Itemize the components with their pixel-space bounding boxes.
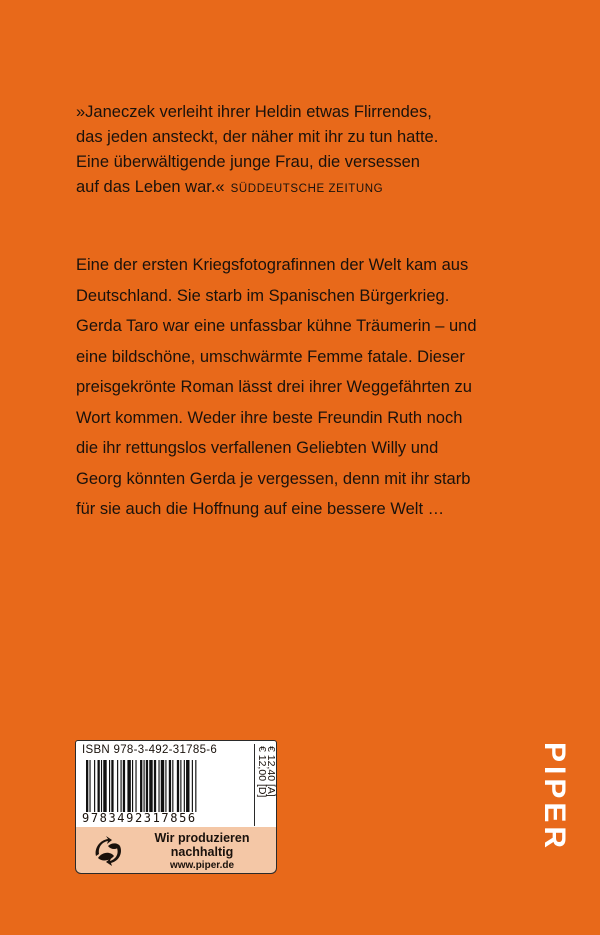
sustainability-line1: Wir produzieren (154, 831, 250, 845)
barcode-label (75, 740, 277, 830)
barcode-icon (86, 760, 251, 812)
quote-line: das jeden ansteckt, der näher mit ihr zu tun hatte. (76, 128, 439, 146)
review-quote (76, 100, 536, 202)
description-line: Deutschland. Sie starb im Spanischen Bürgerkrieg. (76, 286, 450, 305)
quote-line: Eine überwältigende junge Frau, die versessen (76, 153, 420, 171)
quote-line: »Janeczek verleiht ihrer Heldin etwas Flirrendes, (76, 103, 432, 121)
quote-line-text: auf das Leben war.« (76, 178, 225, 196)
quote-line (76, 175, 536, 202)
price-austria: € 12,40 [A] (265, 746, 277, 797)
sustainability-text (132, 831, 272, 873)
isbn-number: ISBN 978-3-492-31785-6 (82, 744, 218, 756)
description-line: Eine der ersten Kriegsfotografinnen der Welt kam aus (76, 256, 469, 274)
publisher-url: www.piper.de (169, 860, 235, 871)
ean-digits: 9783492317856 (82, 811, 197, 825)
publisher-logo: PIPER (538, 742, 571, 853)
recycle-leaves-icon (90, 834, 126, 868)
description-line: für sie auch die Hoffnung auf eine bessere Welt … (76, 500, 445, 518)
book-description (76, 250, 536, 525)
description-line: eine bildschöne, umschwärmte Femme fatale. Dieser (76, 347, 465, 366)
price-column (254, 744, 275, 826)
description-line: Wort kommen. Weder ihre beste Freundin Ruth noch (76, 408, 463, 427)
description-line: Gerda Taro war eine unfassbar kühne Träumerin – und (76, 317, 477, 335)
description-line: die ihr rettungslos verfallenen Geliebten Willy und (76, 439, 439, 457)
description-line: preisgekrönte Roman lässt drei ihrer Weggefährten zu (76, 378, 472, 396)
description-line: Georg könnten Gerda je vergessen, denn mit ihr starb (76, 469, 471, 488)
quote-source: SÜDDEUTSCHE ZEITUNG (230, 183, 384, 195)
sustainability-line2: nachhaltig (170, 845, 234, 859)
sustainability-badge (75, 827, 277, 874)
price-germany: € 12,00 [D] (256, 746, 268, 798)
